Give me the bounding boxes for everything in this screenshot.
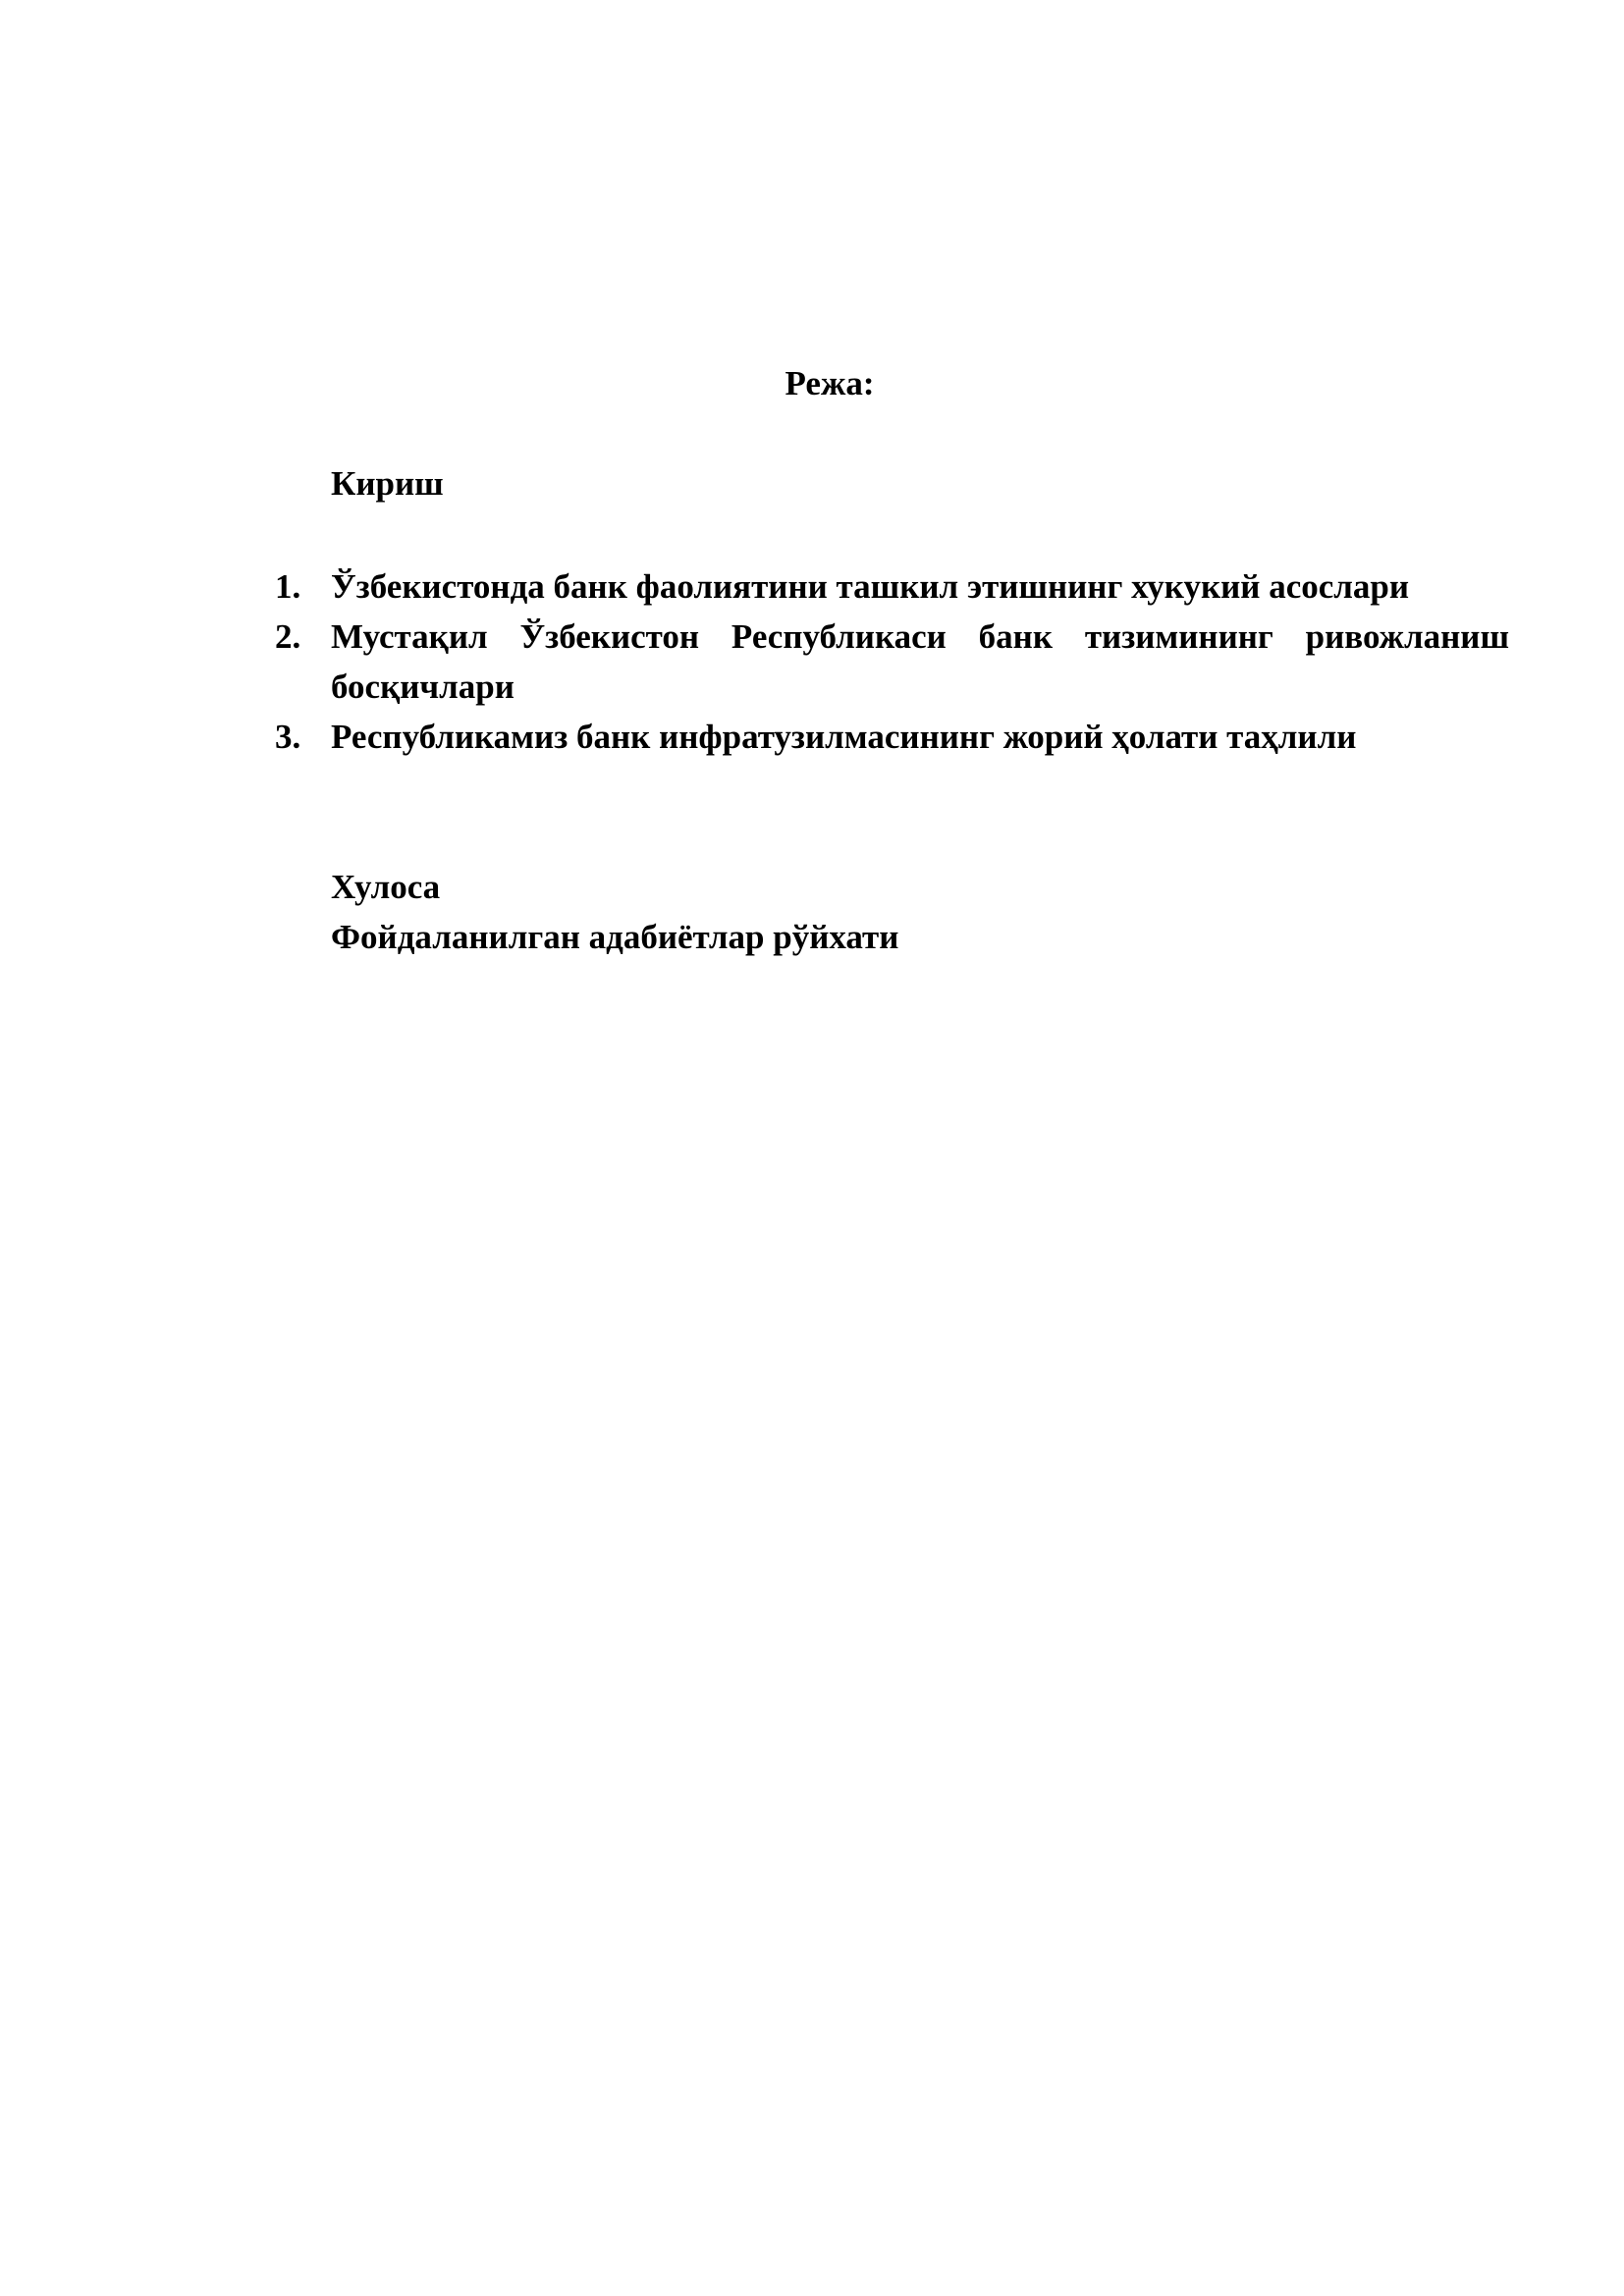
conclusion-heading: Хулоса <box>331 868 441 906</box>
references-heading: Фойдаланилган адабиётлар рўйхати <box>331 918 899 956</box>
section-title: Республикамиз банк инфратузилмасининг жорий ҳолати таҳлили <box>331 718 1357 756</box>
section-title: Мустақил Ўзбекистон Республикаси банк тизимининг ривожланиш босқичлари <box>331 617 1509 706</box>
section-item-3 <box>275 712 1509 762</box>
intro-heading: Кириш <box>331 464 444 503</box>
section-item-1 <box>275 561 1509 612</box>
plan-title: Режа: <box>785 364 875 402</box>
section-number: 1. <box>275 567 301 606</box>
section-item-2 <box>275 612 1509 712</box>
section-number: 2. <box>275 617 301 656</box>
section-list <box>275 561 1509 762</box>
section-number: 3. <box>275 718 301 756</box>
section-title: Ўзбекистонда банк фаолиятини ташкил этишнинг хукукий асослари <box>331 567 1410 606</box>
